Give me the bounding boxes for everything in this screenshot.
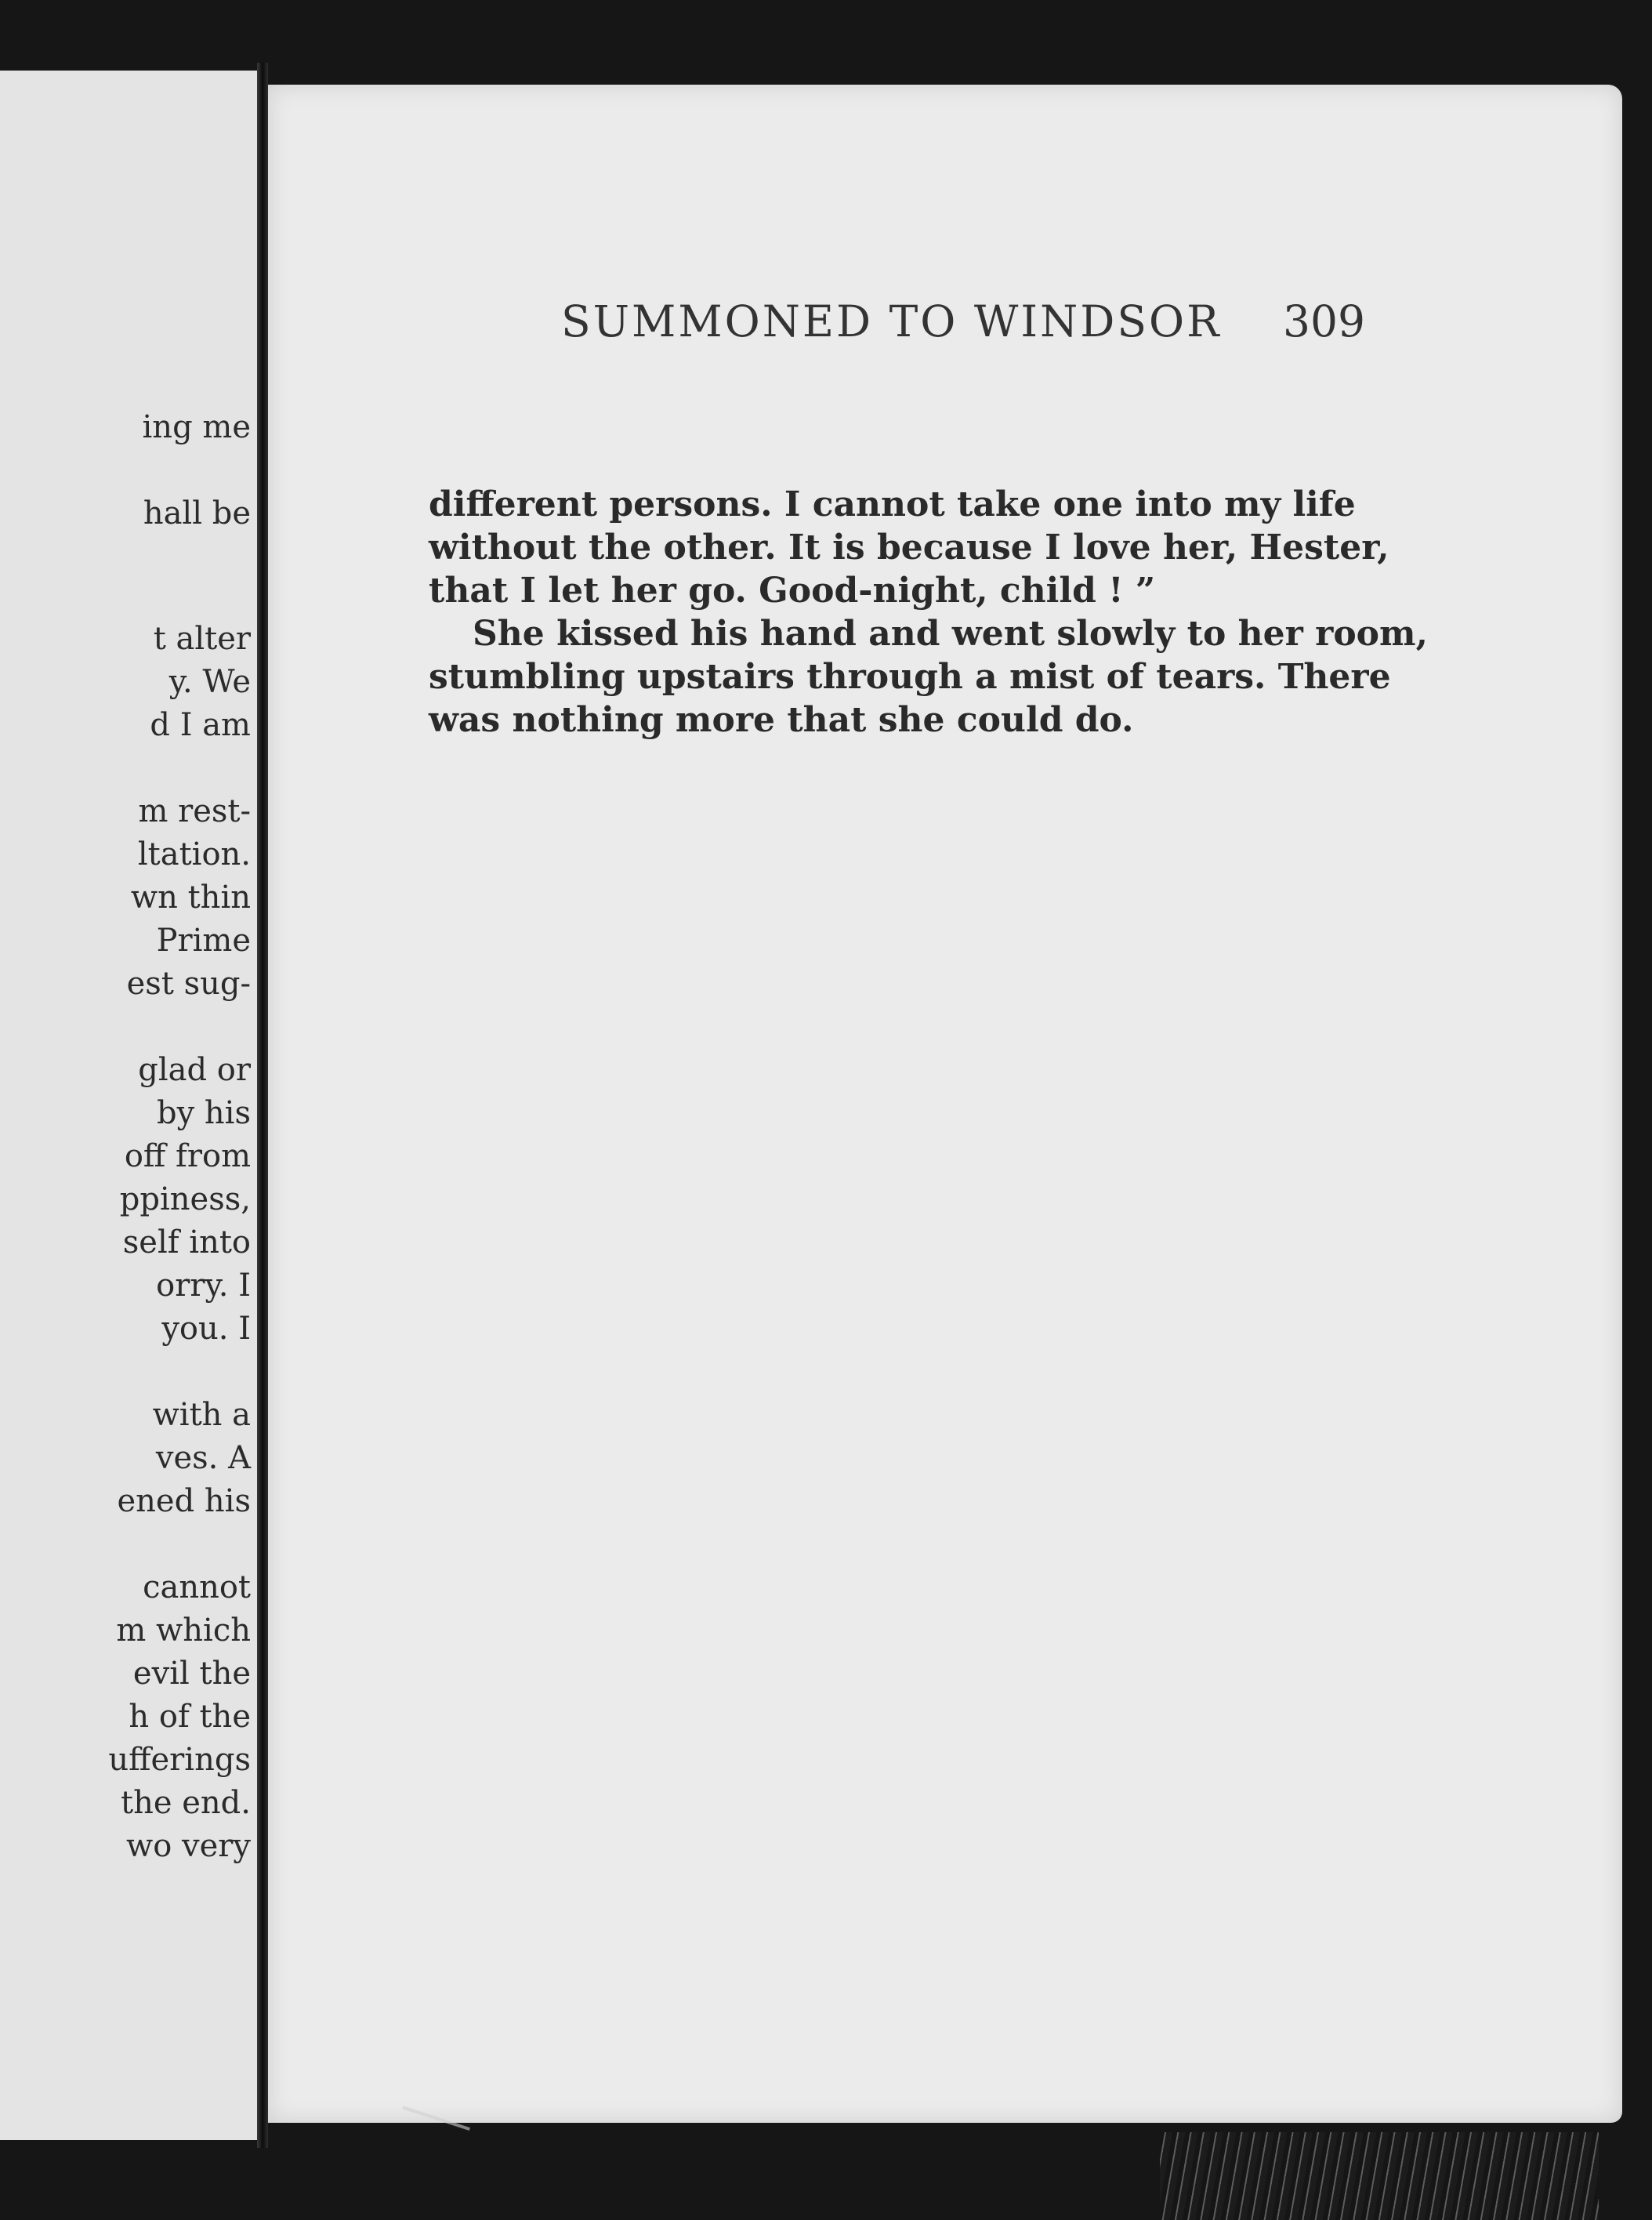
- left-page-fragment: [0, 71, 259, 2140]
- left-page-line: off from: [124, 1138, 251, 1174]
- left-page-line: m rest-: [138, 793, 251, 829]
- left-page-line: t alter: [153, 621, 251, 657]
- left-page-line: cannot: [143, 1569, 251, 1605]
- left-page-line: evil the: [132, 1656, 251, 1692]
- left-page-line: y. We: [168, 664, 251, 700]
- left-page-line: the end.: [121, 1785, 251, 1821]
- left-page-line: ened his: [117, 1483, 251, 1519]
- left-page-line: you. I: [161, 1311, 251, 1347]
- left-page-line: d I am: [150, 707, 251, 743]
- left-page-line: with a: [152, 1397, 251, 1433]
- body-line: She kissed his hand and went slowly to her room,: [473, 614, 1428, 654]
- body-line: was nothing more that she could do.: [429, 700, 1134, 740]
- left-page-line: wo very: [125, 1828, 251, 1864]
- left-page-line: ing me: [142, 409, 251, 445]
- body-line: stumbling upstairs through a mist of tears. There: [429, 657, 1391, 697]
- left-page-line: orry. I: [156, 1268, 251, 1304]
- left-page-line: wn thin: [130, 880, 251, 916]
- left-page-line: ves. A: [155, 1440, 251, 1476]
- left-page-line: ufferings: [108, 1742, 251, 1778]
- left-page-line: m which: [116, 1612, 251, 1649]
- left-page-line: ltation.: [137, 836, 251, 872]
- left-page-line: ppiness,: [119, 1181, 251, 1217]
- page-number: 309: [1283, 296, 1365, 346]
- left-page-line: hall be: [143, 495, 251, 531]
- running-head: SUMMONED TO WINDSOR: [561, 296, 1222, 346]
- scan-edge-noise: [1160, 2132, 1599, 2220]
- left-page-line: Prime: [156, 923, 251, 959]
- left-page-line: glad or: [138, 1052, 251, 1088]
- body-line: different persons. I cannot take one into my life: [429, 484, 1356, 524]
- body-line: that I let her go. Good-night, child ! ”: [429, 571, 1156, 611]
- left-page-line: self into: [122, 1224, 251, 1261]
- left-page-line: est sug-: [126, 966, 251, 1002]
- left-page-line: by his: [157, 1095, 251, 1131]
- body-line: without the other. It is because I love her, Hester,: [429, 528, 1389, 568]
- book-gutter: [257, 63, 268, 2148]
- right-page: [268, 85, 1622, 2123]
- left-page-line: h of the: [129, 1699, 251, 1735]
